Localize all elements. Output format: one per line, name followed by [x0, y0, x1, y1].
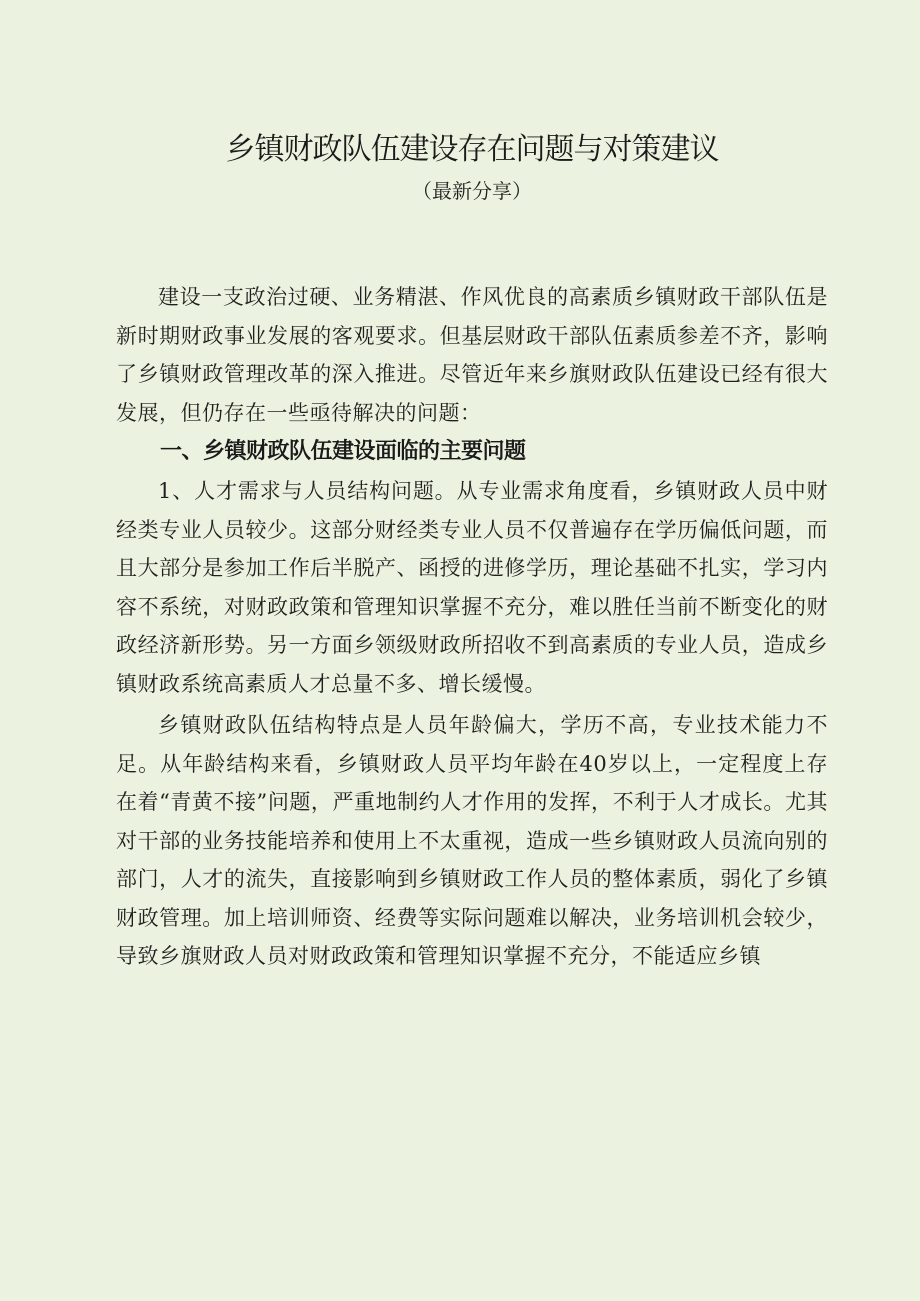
body-paragraph: 1、人才需求与人员结构问题。从专业需求角度看，乡镇财政人员中财经类专业人员较少。这部分财经类专业人员不仅普遍存在学历偏低问题，而且大部分是参加工作后半脱产、函授的进修学历，理论基础不扎实，学习内容不系统，对财政政策和管理知识掌握不充分，难以胜任当前不断变化的财政经济新形势。另一方面乡领级财政所招收不到高素质的专业人员，造成乡镇财政系统高素质人才总量不多、增长缓慢。 [116, 479, 828, 696]
document-body [116, 278, 828, 976]
document-title: 乡镇财政队伍建设存在问题与对策建议 [225, 132, 719, 167]
intro-paragraph: 建设一支政治过硬、业务精湛、作风优良的高素质乡镇财政干部队伍是新时期财政事业发展的客观要求。但基层财政干部队伍素质参差不齐，影响了乡镇财政管理改革的深入推进。尽管近年来乡旗财政队伍建设已经有很大发展，但仍存在一些亟待解决的问题： [116, 285, 828, 425]
document-subtitle: （最新分享） [412, 179, 532, 203]
section-heading: 一、乡镇财政队伍建设面临的主要问题 [160, 439, 526, 464]
body-paragraph: 乡镇财政队伍结构特点是人员年龄偏大，学历不高，专业技术能力不足。从年龄结构来看，乡镇财政人员平均年龄在40岁以上，一定程度上存在着“青黄不接”问题，严重地制约人才作用的发挥，不利于人才成长。尤其对干部的业务技能培养和使用上不太重视，造成一些乡镇财政人员流向别的部门，人才的流失，直接影响到乡镇财政工作人员的整体素质，弱化了乡镇财政管理。加上培训师资、经费等实际问题难以解决，业务培训机会较少，导致乡旗财政人员对财政政策和管理知识掌握不充分，不能适应乡镇 [116, 713, 828, 968]
